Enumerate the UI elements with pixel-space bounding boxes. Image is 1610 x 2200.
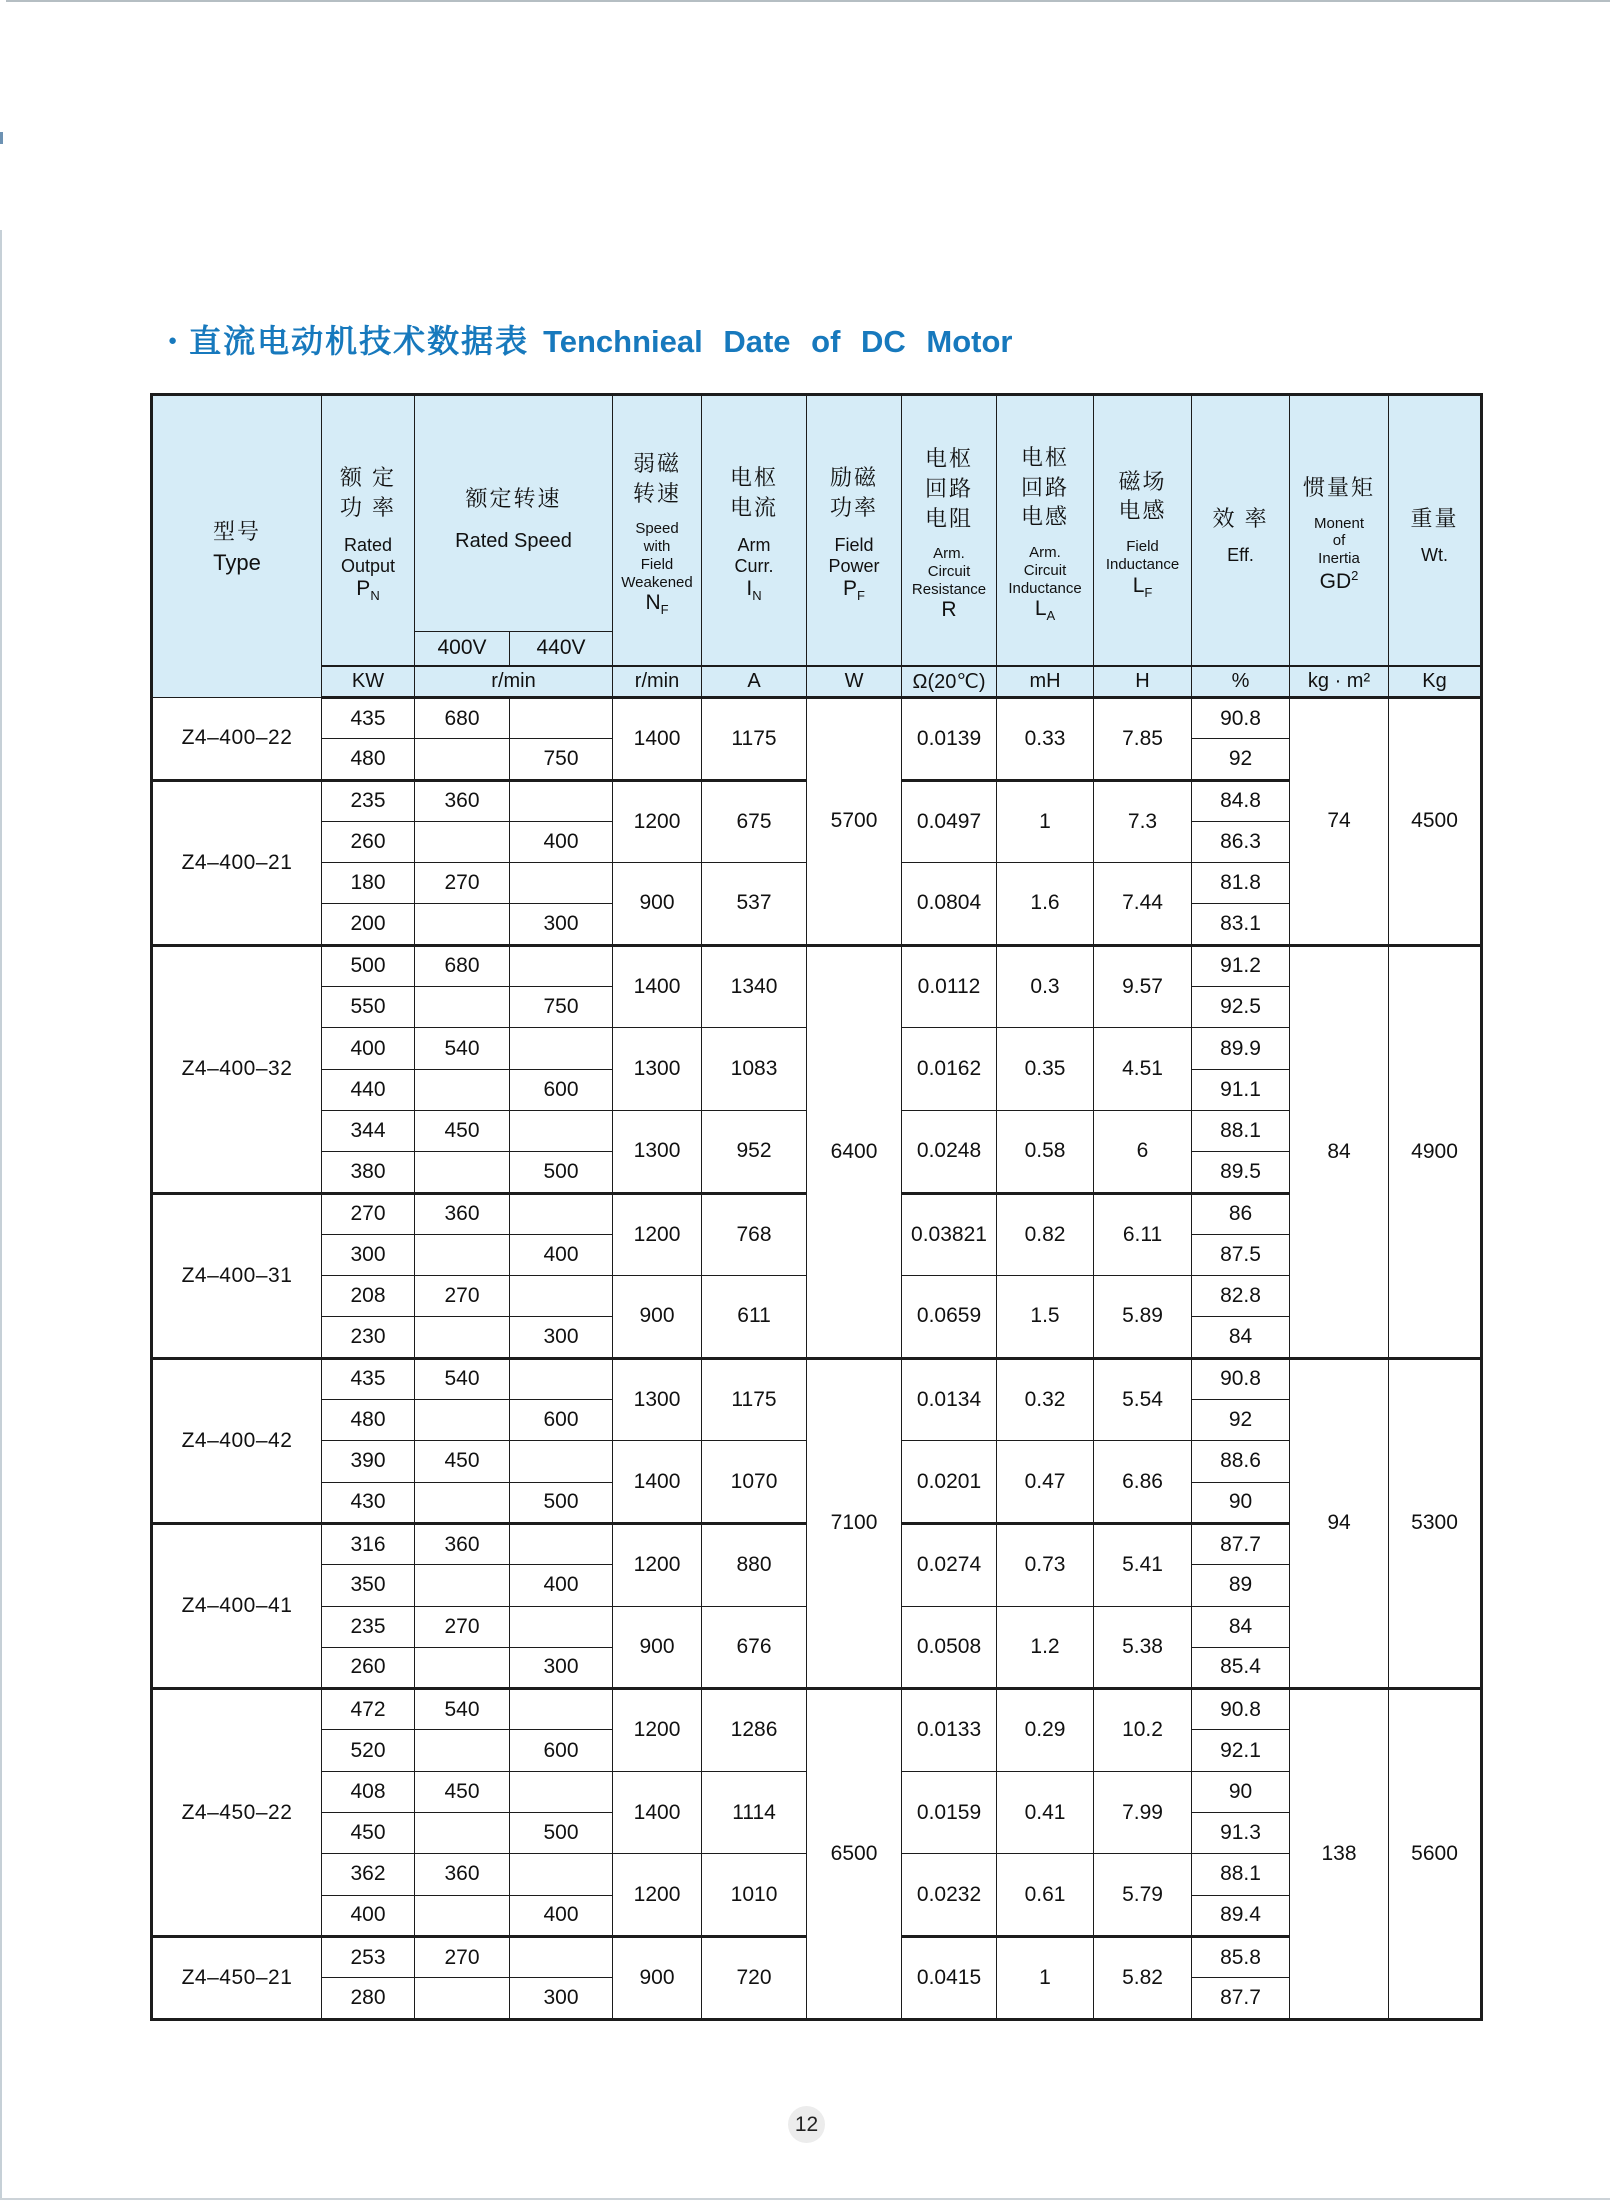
rated-power-cell: 430 (322, 1482, 415, 1523)
armature-resistance-cell: 0.0659 (902, 1276, 997, 1359)
field-weakened-speed-cell: 1200 (613, 1193, 702, 1276)
armature-current-cell: 675 (702, 780, 807, 863)
efficiency-cell: 81.8 (1192, 863, 1290, 904)
rated-power-cell: 344 (322, 1110, 415, 1151)
rated-power-cell: 316 (322, 1523, 415, 1564)
efficiency-cell: 89 (1192, 1565, 1290, 1606)
field-inductance-cell: 7.44 (1094, 863, 1192, 946)
efficiency-cell: 85.8 (1192, 1936, 1290, 1977)
rated-power-cell: 200 (322, 904, 415, 945)
speed-400v-cell (415, 1895, 510, 1936)
rated-power-cell: 208 (322, 1276, 415, 1317)
bullet-icon: ● (168, 332, 178, 349)
col-header-nf: 弱磁 转速 Speed with Field Weakened $N_F$ (613, 395, 702, 666)
field-inductance-cell: 5.79 (1094, 1854, 1192, 1937)
speed-400v-cell (415, 1813, 510, 1854)
armature-resistance-cell: 0.0497 (902, 780, 997, 863)
speed-400v-cell (415, 1234, 510, 1275)
field-weakened-speed-cell: 1200 (613, 1689, 702, 1772)
rated-power-cell: 260 (322, 821, 415, 862)
speed-440v-cell (510, 698, 613, 739)
armature-current-cell: 611 (702, 1276, 807, 1359)
speed-400v-cell: 360 (415, 1523, 510, 1564)
rated-power-cell: 480 (322, 1400, 415, 1441)
inertia-cell: 74 (1290, 698, 1389, 946)
speed-400v-cell (415, 1730, 510, 1771)
col-header-la: 电枢 回路 电感 Arm. Circuit Inductance $L_A$ (997, 395, 1094, 666)
speed-440v-cell: 500 (510, 1152, 613, 1193)
rated-power-cell: 480 (322, 739, 415, 780)
efficiency-cell: 83.1 (1192, 904, 1290, 945)
rated-power-cell: 235 (322, 780, 415, 821)
efficiency-cell: 91.1 (1192, 1069, 1290, 1110)
rated-power-cell: 380 (322, 1152, 415, 1193)
armature-current-cell: 1340 (702, 945, 807, 1028)
speed-440v-cell: 300 (510, 1978, 613, 2019)
col-header-eff: 效 率 Eff. (1192, 395, 1290, 666)
armature-inductance-cell: 1.5 (997, 1276, 1094, 1359)
field-weakened-speed-cell: 900 (613, 863, 702, 946)
speed-440v-cell: 500 (510, 1813, 613, 1854)
speed-400v-cell: 270 (415, 863, 510, 904)
speed-400v-cell: 680 (415, 698, 510, 739)
efficiency-cell: 87.5 (1192, 1234, 1290, 1275)
rated-power-cell: 400 (322, 1028, 415, 1069)
efficiency-cell: 90.8 (1192, 1689, 1290, 1730)
armature-inductance-cell: 0.73 (997, 1523, 1094, 1606)
speed-440v-cell (510, 1771, 613, 1812)
speed-440v-cell (510, 1028, 613, 1069)
armature-inductance-cell: 1.6 (997, 863, 1094, 946)
armature-resistance-cell: 0.0415 (902, 1936, 997, 2019)
title-chinese: 直流电动机技术数据表 (189, 323, 530, 359)
unit-lf: H (1094, 666, 1192, 698)
speed-400v-cell: 360 (415, 780, 510, 821)
rated-power-cell: 408 (322, 1771, 415, 1812)
armature-current-cell: 1070 (702, 1441, 807, 1524)
field-weakened-speed-cell: 1200 (613, 1523, 702, 1606)
weight-cell: 4900 (1389, 945, 1482, 1358)
page-edge-left-mark (0, 132, 3, 144)
speed-400v-cell: 540 (415, 1358, 510, 1399)
efficiency-cell: 89.5 (1192, 1152, 1290, 1193)
efficiency-cell: 89.9 (1192, 1028, 1290, 1069)
speed-400v-cell (415, 904, 510, 945)
field-power-cell: 5700 (807, 698, 902, 946)
col-header-rr: 电枢 回路 电阻 Arm. Circuit Resistance R (902, 395, 997, 666)
efficiency-cell: 90 (1192, 1771, 1290, 1812)
field-weakened-speed-cell: 1400 (613, 945, 702, 1028)
speed-400v-cell: 360 (415, 1854, 510, 1895)
subheader-400v: 400V (415, 632, 510, 666)
speed-440v-cell: 400 (510, 1565, 613, 1606)
col-header-lf: 磁场 电感 Field Inductance $L_F$ (1094, 395, 1192, 666)
rated-power-cell: 450 (322, 1813, 415, 1854)
speed-400v-cell: 540 (415, 1689, 510, 1730)
field-weakened-speed-cell: 1200 (613, 780, 702, 863)
efficiency-cell: 84.8 (1192, 780, 1290, 821)
armature-inductance-cell: 0.33 (997, 698, 1094, 781)
field-inductance-cell: 6 (1094, 1110, 1192, 1193)
rated-power-cell: 230 (322, 1317, 415, 1358)
rated-power-cell: 435 (322, 698, 415, 739)
title-english: Tenchnieal Date of DC Motor (543, 324, 1013, 359)
efficiency-cell: 87.7 (1192, 1978, 1290, 2019)
efficiency-cell: 84 (1192, 1606, 1290, 1647)
speed-440v-cell: 750 (510, 739, 613, 780)
armature-inductance-cell: 0.35 (997, 1028, 1094, 1111)
motor-type-cell: Z4–400–32 (152, 945, 322, 1193)
motor-type-cell: Z4–450–21 (152, 1936, 322, 2019)
speed-440v-cell: 300 (510, 1317, 613, 1358)
speed-440v-cell: 600 (510, 1069, 613, 1110)
efficiency-cell: 91.3 (1192, 1813, 1290, 1854)
armature-current-cell: 720 (702, 1936, 807, 2019)
speed-440v-cell (510, 1606, 613, 1647)
armature-current-cell: 1175 (702, 1358, 807, 1441)
col-header-pf: 励磁 功率 Field Power $P_F$ (807, 395, 902, 666)
armature-current-cell: 1010 (702, 1854, 807, 1937)
armature-current-cell: 880 (702, 1523, 807, 1606)
field-weakened-speed-cell: 900 (613, 1936, 702, 2019)
unit-wt: Kg (1389, 666, 1482, 698)
armature-resistance-cell: 0.0112 (902, 945, 997, 1028)
speed-440v-cell (510, 1936, 613, 1977)
armature-current-cell: 1114 (702, 1771, 807, 1854)
field-power-cell: 6400 (807, 945, 902, 1358)
speed-440v-cell (510, 1523, 613, 1564)
page-edge-top (6, 0, 1610, 2)
field-weakened-speed-cell: 1200 (613, 1854, 702, 1937)
col-header-rated-speed: 额定转速 Rated Speed (415, 395, 613, 632)
speed-400v-cell: 270 (415, 1936, 510, 1977)
rated-power-cell: 520 (322, 1730, 415, 1771)
efficiency-cell: 92.1 (1192, 1730, 1290, 1771)
weight-cell: 5600 (1389, 1689, 1482, 2019)
armature-resistance-cell: 0.0139 (902, 698, 997, 781)
armature-current-cell: 676 (702, 1606, 807, 1689)
speed-440v-cell: 600 (510, 1730, 613, 1771)
armature-inductance-cell: 1 (997, 780, 1094, 863)
weight-cell: 4500 (1389, 698, 1482, 946)
field-weakened-speed-cell: 900 (613, 1276, 702, 1359)
subheader-440v: 440V (510, 632, 613, 666)
speed-440v-cell (510, 1689, 613, 1730)
armature-inductance-cell: 0.82 (997, 1193, 1094, 1276)
field-inductance-cell: 7.99 (1094, 1771, 1192, 1854)
armature-inductance-cell: 1.2 (997, 1606, 1094, 1689)
armature-inductance-cell: 1 (997, 1936, 1094, 2019)
field-inductance-cell: 4.51 (1094, 1028, 1192, 1111)
speed-440v-cell: 500 (510, 1482, 613, 1523)
inertia-cell: 84 (1290, 945, 1389, 1358)
rated-power-cell: 472 (322, 1689, 415, 1730)
col-header-gd: 惯量矩 Monent of Inertia $GD^2$ (1290, 395, 1389, 666)
armature-resistance-cell: 0.0508 (902, 1606, 997, 1689)
armature-inductance-cell: 0.41 (997, 1771, 1094, 1854)
speed-400v-cell (415, 1647, 510, 1688)
motor-type-cell: Z4–400–41 (152, 1523, 322, 1688)
armature-inductance-cell: 0.58 (997, 1110, 1094, 1193)
speed-400v-cell (415, 1565, 510, 1606)
speed-440v-cell: 300 (510, 1647, 613, 1688)
speed-440v-cell (510, 1441, 613, 1482)
efficiency-cell: 86 (1192, 1193, 1290, 1234)
field-weakened-speed-cell: 1300 (613, 1110, 702, 1193)
rated-power-cell: 500 (322, 945, 415, 986)
field-power-cell: 7100 (807, 1358, 902, 1688)
armature-current-cell: 1175 (702, 698, 807, 781)
efficiency-cell: 88.1 (1192, 1110, 1290, 1151)
speed-440v-cell (510, 863, 613, 904)
page-edge-left (0, 230, 2, 2200)
speed-400v-cell: 270 (415, 1276, 510, 1317)
field-weakened-speed-cell: 1300 (613, 1358, 702, 1441)
rated-power-cell: 280 (322, 1978, 415, 2019)
inertia-cell: 138 (1290, 1689, 1389, 2019)
armature-resistance-cell: 0.0134 (902, 1358, 997, 1441)
armature-resistance-cell: 0.0159 (902, 1771, 997, 1854)
efficiency-cell: 88.6 (1192, 1441, 1290, 1482)
armature-resistance-cell: 0.0201 (902, 1441, 997, 1524)
speed-400v-cell (415, 1152, 510, 1193)
field-weakened-speed-cell: 1300 (613, 1028, 702, 1111)
armature-current-cell: 537 (702, 863, 807, 946)
speed-440v-cell (510, 1193, 613, 1234)
speed-440v-cell: 300 (510, 904, 613, 945)
armature-resistance-cell: 0.0804 (902, 863, 997, 946)
armature-inductance-cell: 0.29 (997, 1689, 1094, 1772)
rated-power-cell: 550 (322, 987, 415, 1028)
page-number: 12 (788, 2106, 825, 2143)
speed-440v-cell (510, 1110, 613, 1151)
page-title (168, 316, 1012, 362)
unit-ia: A (702, 666, 807, 698)
efficiency-cell: 82.8 (1192, 1276, 1290, 1317)
speed-400v-cell (415, 1317, 510, 1358)
armature-inductance-cell: 0.61 (997, 1854, 1094, 1937)
armature-resistance-cell: 0.0232 (902, 1854, 997, 1937)
col-header-ia: 电枢 电流 Arm Curr. $I_N$ (702, 395, 807, 666)
efficiency-cell: 92 (1192, 1400, 1290, 1441)
speed-440v-cell: 400 (510, 1895, 613, 1936)
efficiency-cell: 88.1 (1192, 1854, 1290, 1895)
rated-power-cell: 440 (322, 1069, 415, 1110)
speed-400v-cell: 360 (415, 1193, 510, 1234)
speed-440v-cell: 750 (510, 987, 613, 1028)
speed-440v-cell: 400 (510, 1234, 613, 1275)
motor-type-cell: Z4–400–22 (152, 698, 322, 781)
field-weakened-speed-cell: 1400 (613, 698, 702, 781)
armature-current-cell: 1083 (702, 1028, 807, 1111)
speed-400v-cell (415, 987, 510, 1028)
armature-resistance-cell: 0.03821 (902, 1193, 997, 1276)
speed-400v-cell: 450 (415, 1110, 510, 1151)
rated-power-cell: 235 (322, 1606, 415, 1647)
unit-rr: Ω(20℃) (902, 666, 997, 698)
rated-power-cell: 362 (322, 1854, 415, 1895)
rated-power-cell: 435 (322, 1358, 415, 1399)
unit-pf: W (807, 666, 902, 698)
efficiency-cell: 92 (1192, 739, 1290, 780)
speed-440v-cell (510, 1276, 613, 1317)
armature-inductance-cell: 0.47 (997, 1441, 1094, 1524)
efficiency-cell: 92.5 (1192, 987, 1290, 1028)
rated-power-cell: 180 (322, 863, 415, 904)
speed-400v-cell (415, 1482, 510, 1523)
speed-440v-cell (510, 945, 613, 986)
col-header-type: 型号 Type (152, 395, 322, 698)
field-inductance-cell: 6.86 (1094, 1441, 1192, 1524)
motor-type-cell: Z4–400–42 (152, 1358, 322, 1523)
field-weakened-speed-cell: 1400 (613, 1771, 702, 1854)
speed-400v-cell: 450 (415, 1771, 510, 1812)
rated-power-cell: 350 (322, 1565, 415, 1606)
armature-inductance-cell: 0.32 (997, 1358, 1094, 1441)
speed-400v-cell: 680 (415, 945, 510, 986)
weight-cell: 5300 (1389, 1358, 1482, 1688)
field-inductance-cell: 5.41 (1094, 1523, 1192, 1606)
efficiency-cell: 91.2 (1192, 945, 1290, 986)
efficiency-cell: 86.3 (1192, 821, 1290, 862)
speed-400v-cell (415, 821, 510, 862)
speed-400v-cell: 540 (415, 1028, 510, 1069)
field-inductance-cell: 10.2 (1094, 1689, 1192, 1772)
efficiency-cell: 90.8 (1192, 698, 1290, 739)
field-power-cell: 6500 (807, 1689, 902, 2019)
field-inductance-cell: 5.89 (1094, 1276, 1192, 1359)
armature-current-cell: 1286 (702, 1689, 807, 1772)
speed-400v-cell (415, 1978, 510, 2019)
unit-eff: % (1192, 666, 1290, 698)
inertia-cell: 94 (1290, 1358, 1389, 1688)
speed-440v-cell: 600 (510, 1400, 613, 1441)
speed-400v-cell: 450 (415, 1441, 510, 1482)
unit-speed: r/min (415, 666, 613, 698)
motor-type-cell: Z4–450–22 (152, 1689, 322, 1937)
field-inductance-cell: 6.11 (1094, 1193, 1192, 1276)
efficiency-cell: 90 (1192, 1482, 1290, 1523)
motor-type-cell: Z4–400–21 (152, 780, 322, 945)
col-header-wt: 重量 Wt. (1389, 395, 1482, 666)
unit-pn: KW (322, 666, 415, 698)
field-inductance-cell: 9.57 (1094, 945, 1192, 1028)
unit-nf: r/min (613, 666, 702, 698)
field-inductance-cell: 5.82 (1094, 1936, 1192, 2019)
efficiency-cell: 84 (1192, 1317, 1290, 1358)
speed-440v-cell (510, 780, 613, 821)
field-inductance-cell: 5.38 (1094, 1606, 1192, 1689)
efficiency-cell: 90.8 (1192, 1358, 1290, 1399)
rated-power-cell: 253 (322, 1936, 415, 1977)
rated-power-cell: 270 (322, 1193, 415, 1234)
speed-440v-cell (510, 1358, 613, 1399)
armature-current-cell: 952 (702, 1110, 807, 1193)
motor-type-cell: Z4–400–31 (152, 1193, 322, 1358)
unit-gd: kg · m² (1290, 666, 1389, 698)
rated-power-cell: 260 (322, 1647, 415, 1688)
armature-resistance-cell: 0.0133 (902, 1689, 997, 1772)
armature-resistance-cell: 0.0162 (902, 1028, 997, 1111)
col-header-pn: 额 定 功 率 Rated Output $P_N$ (322, 395, 415, 666)
rated-power-cell: 400 (322, 1895, 415, 1936)
armature-current-cell: 768 (702, 1193, 807, 1276)
speed-400v-cell (415, 1069, 510, 1110)
field-inductance-cell: 7.85 (1094, 698, 1192, 781)
efficiency-cell: 87.7 (1192, 1523, 1290, 1564)
rated-power-cell: 390 (322, 1441, 415, 1482)
armature-inductance-cell: 0.3 (997, 945, 1094, 1028)
speed-400v-cell (415, 1400, 510, 1441)
speed-400v-cell: 270 (415, 1606, 510, 1647)
armature-resistance-cell: 0.0274 (902, 1523, 997, 1606)
rated-power-cell: 300 (322, 1234, 415, 1275)
field-inductance-cell: 7.3 (1094, 780, 1192, 863)
speed-440v-cell: 400 (510, 821, 613, 862)
field-weakened-speed-cell: 900 (613, 1606, 702, 1689)
efficiency-cell: 85.4 (1192, 1647, 1290, 1688)
speed-400v-cell (415, 739, 510, 780)
efficiency-cell: 89.4 (1192, 1895, 1290, 1936)
field-weakened-speed-cell: 1400 (613, 1441, 702, 1524)
unit-la: mH (997, 666, 1094, 698)
dc-motor-data-table (150, 393, 1483, 2021)
field-inductance-cell: 5.54 (1094, 1358, 1192, 1441)
armature-resistance-cell: 0.0248 (902, 1110, 997, 1193)
speed-440v-cell (510, 1854, 613, 1895)
